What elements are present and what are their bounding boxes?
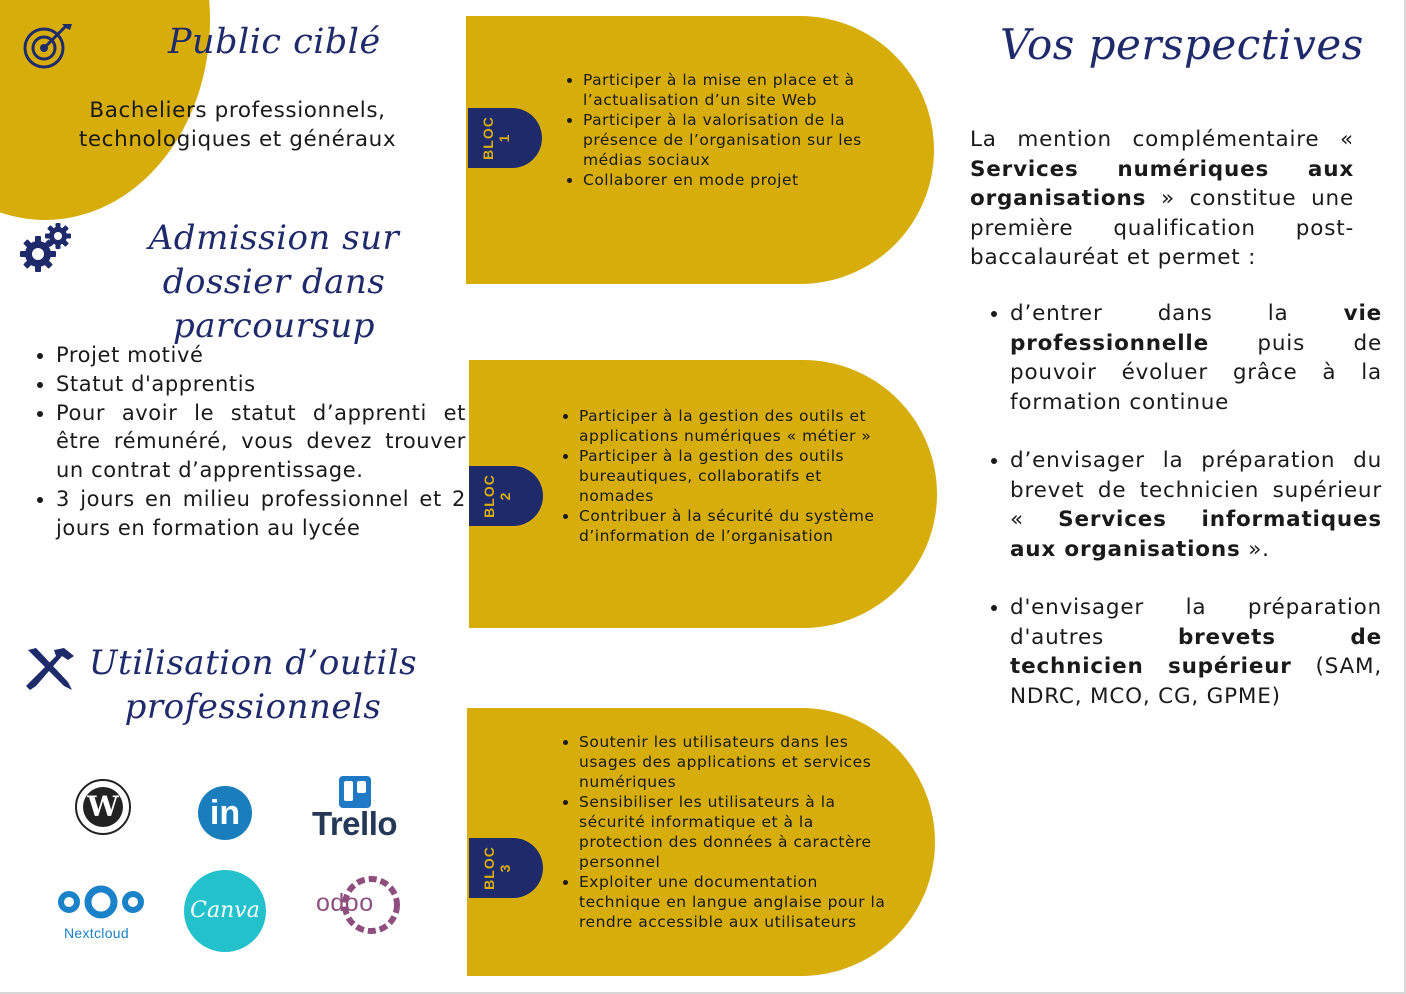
perspectives-intro	[970, 125, 1354, 273]
wordpress-letter: W	[83, 787, 123, 827]
bloc-1-list	[563, 70, 883, 190]
nextcloud-icon	[57, 884, 145, 920]
list-item: • Projet motivé	[56, 341, 466, 370]
list-item: • Participer à la gestion des outils bureautiques, collaboratifs et nomades	[579, 446, 889, 506]
list-item: • d’entrer dans la vie professionnelle puis de pouvoir évoluer grâce à la formation continue	[1010, 299, 1382, 417]
perspectives-list	[982, 299, 1382, 740]
list-item: • Pour avoir le statut d’apprenti et être rémunéré, vous devez trouver un contrat d’apprentissage.	[56, 399, 466, 485]
public-title: Public ciblé	[168, 22, 381, 62]
target-icon	[22, 22, 74, 70]
list-item: • Statut d'apprentis	[56, 370, 466, 399]
bloc-1-card	[466, 16, 934, 284]
odoo-logo: odoo	[316, 889, 374, 917]
perspectives-title: Vos perspectives	[1000, 20, 1364, 69]
list-item: • Participer à la mise en place et à l’actualisation d’un site Web	[583, 70, 883, 110]
list-item: • d’envisager la préparation du brevet de technicien supérieur « Services informatiques aux organisations ».	[1010, 446, 1382, 564]
tools-icon	[24, 646, 76, 692]
bloc-3-list	[559, 732, 889, 932]
list-item: • d'envisager la préparation d'autres brevets de technicien supérieur (SAM, NDRC, MCO, CG, GPME)	[1010, 593, 1382, 711]
canva-logo: Canva	[184, 870, 266, 952]
intro-bold: Services numériques aux organisations	[970, 156, 1354, 211]
intro-text-end: » constitue une première qualification post-baccalauréat et permet :	[970, 186, 1354, 270]
bloc-3-tab	[469, 838, 543, 898]
bloc-1-tab	[468, 108, 542, 168]
list-item: • Soutenir les utilisateurs dans les usages des applications et services numériques	[579, 732, 889, 792]
list-item: • Sensibiliser les utilisateurs à la sécurité informatique et à la protection des données à caractère personnel	[579, 792, 889, 872]
bloc-2-label: BLOC 2	[480, 474, 513, 518]
admission-title: Admission sur dossier dans parcoursup	[148, 218, 400, 346]
bloc-2-list	[559, 406, 889, 546]
admission-list	[26, 341, 466, 543]
bloc-3-label: BLOC 3	[480, 846, 513, 890]
tools-title: Utilisation d’outils professionnels	[88, 643, 418, 727]
linkedin-logo: in	[198, 786, 252, 840]
bloc-2-card	[469, 360, 937, 628]
list-item: • Exploiter une documentation technique en langue anglaise pour la rendre accessible aux utilisateurs	[579, 872, 889, 932]
public-text: Bacheliers professionnels, technologiques et généraux	[78, 98, 397, 152]
list-item: • Contribuer à la sécurité du système d’information de l’organisation	[579, 506, 889, 546]
trello-logo: Trello	[312, 805, 398, 842]
list-item: • Participer à la gestion des outils et applications numériques « métier »	[579, 406, 889, 446]
nextcloud-logo: Nextcloud	[64, 925, 129, 941]
bloc-1-label: BLOC 1	[479, 116, 512, 160]
wordpress-logo	[75, 779, 131, 835]
list-item: • Participer à la valorisation de la présence de l’organisation sur les médias sociaux	[583, 110, 883, 170]
trello-icon	[339, 776, 371, 808]
list-item: • 3 jours en milieu professionnel et 2 jours en formation au lycée	[56, 485, 466, 543]
bloc-3-card	[467, 708, 935, 976]
list-item: • Collaborer en mode projet	[583, 170, 883, 190]
gears-icon	[20, 220, 74, 274]
bloc-2-tab	[469, 466, 543, 526]
intro-text: La mention complémentaire «	[970, 127, 1354, 152]
